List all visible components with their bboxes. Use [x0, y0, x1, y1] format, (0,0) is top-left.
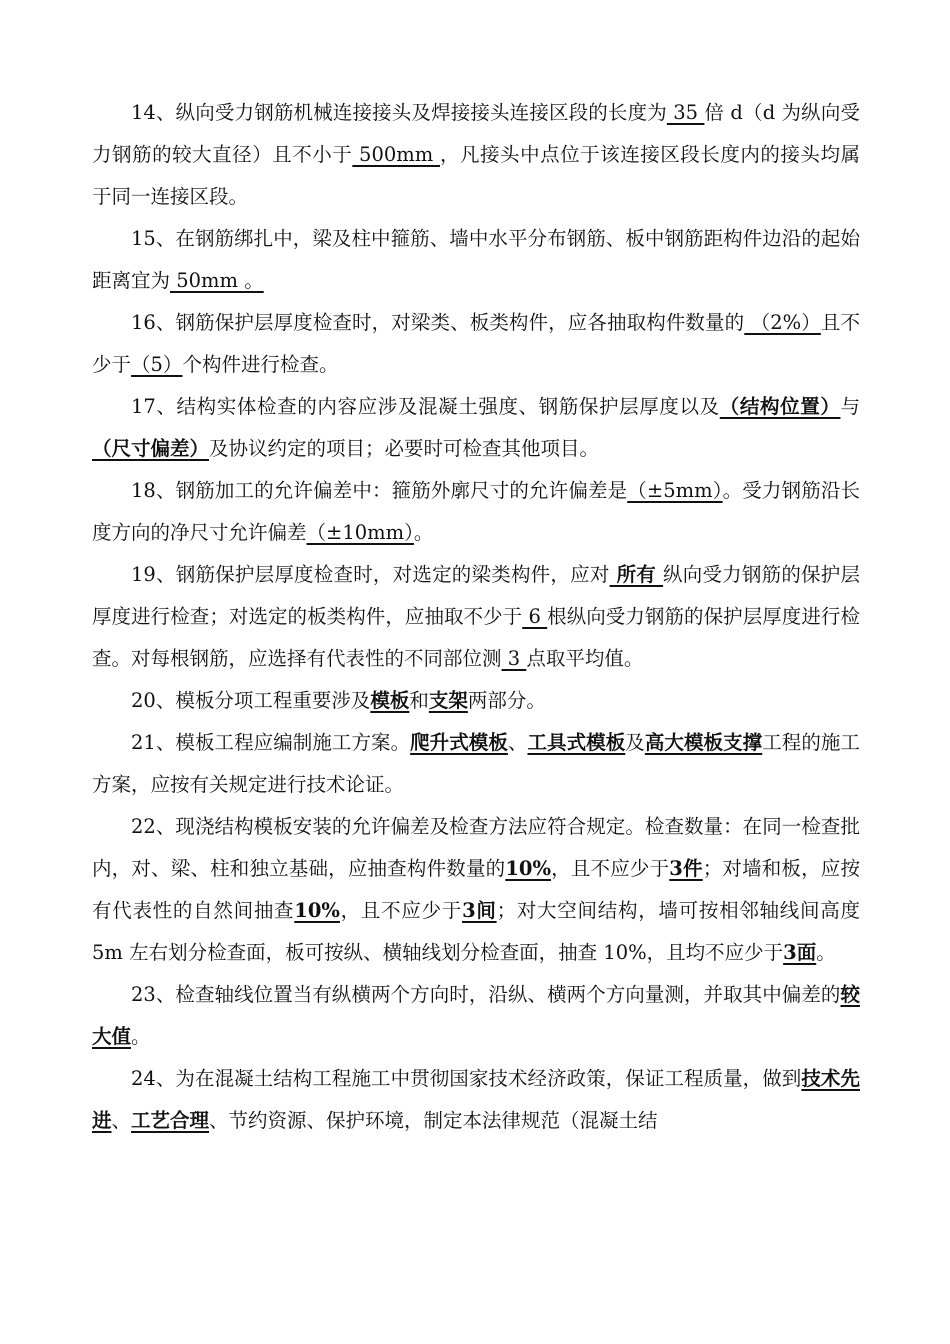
answer-blank: 技术先进	[92, 1067, 860, 1132]
question-text: 倍 d（d 为纵向受力钢筋的较大直径）且不小于	[92, 101, 860, 166]
question-text: 。	[413, 521, 434, 544]
paragraph-24	[92, 1058, 860, 1142]
question-text: 21、模板工程应编制施工方案。	[131, 731, 411, 754]
paragraph-21	[92, 722, 860, 806]
question-text: 、	[111, 1109, 132, 1132]
answer-blank: 3间	[462, 899, 497, 922]
question-text: 。受力钢筋沿长度方向的净尺寸允许偏差	[92, 479, 860, 544]
answer-blank: 高大模板支撑	[644, 731, 763, 754]
question-text: 工程的施工方案，应按有关规定进行技术论证。	[92, 731, 860, 796]
paragraph-17	[92, 386, 860, 470]
paragraph-20	[92, 680, 860, 722]
paragraph-16	[92, 302, 860, 386]
answer-blank: 10%	[294, 899, 340, 922]
question-text: 18、钢筋加工的允许偏差中：箍筋外廓尺寸的允许偏差是	[131, 479, 628, 502]
question-text: 且不少于	[92, 311, 860, 376]
question-text: 24、为在混凝土结构工程施工中贯彻国家技术经济政策，保证工程质量，做到	[131, 1067, 802, 1090]
answer-blank: 工艺合理	[131, 1109, 210, 1132]
answer-blank: 较大值	[92, 983, 860, 1048]
answer-blank: 工具式模板	[527, 731, 626, 754]
question-text: 19、钢筋保护层厚度检查时，对选定的梁类构件，应对	[131, 563, 610, 586]
question-text: 和	[409, 689, 429, 712]
question-text: 点取平均值。	[526, 647, 644, 670]
question-text: 。	[816, 941, 836, 964]
answer-blank: 35	[666, 101, 705, 124]
answer-blank: 3件	[669, 857, 703, 880]
paragraph-19	[92, 554, 860, 680]
question-text: 与	[840, 395, 860, 418]
question-text: 及协议约定的项目；必要时可检查其他项目。	[209, 437, 600, 460]
answer-blank: 支架	[428, 689, 468, 712]
question-text: 、节约资源、保护环境，制定本法律规范（混凝土结	[209, 1109, 658, 1132]
question-text: 23、检查轴线位置当有纵横两个方向时，沿纵、横两个方向量测，并取其中偏差的	[131, 983, 841, 1006]
question-text: 14、纵向受力钢筋机械连接接头及焊接接头连接区段的长度为	[131, 101, 667, 124]
question-text: ，凡接头中点位于该连接区段长度内的接头均属于同一连接区段。	[92, 143, 860, 208]
question-text: 15、在钢筋绑扎中，梁及柱中箍筋、墙中水平分布钢筋、板中钢筋距构件边沿的起始距离宜为	[92, 227, 860, 292]
answer-blank: 50mm 。	[170, 269, 264, 292]
answer-blank: 3面	[783, 941, 817, 964]
question-text: 22、现浇结构模板安装的允许偏差及检查方法应符合规定。检查数量：在同一检查批内，对、梁、柱和独立基础，应抽查构件数量的	[92, 815, 860, 880]
question-text: 20、模板分项工程重要涉及	[131, 689, 371, 712]
question-text: 、	[507, 731, 528, 754]
answer-blank: 爬升式模板	[410, 731, 508, 754]
question-text: 及	[625, 731, 645, 754]
answer-blank: 3	[501, 647, 527, 670]
question-text: 纵向受力钢筋的保护层厚度进行检查；对选定的板类构件，应抽取不少于	[92, 563, 860, 628]
answer-blank: 所有	[609, 563, 664, 586]
question-text: 17、结构实体检查的内容应涉及混凝土强度、钢筋保护层厚度以及	[131, 395, 720, 418]
answer-blank: （结构位置）	[719, 395, 841, 418]
question-text: 。	[131, 1025, 151, 1048]
answer-blank: （±5mm）	[627, 479, 723, 502]
question-text: 16、钢筋保护层厚度检查时，对梁类、板类构件，应各抽取构件数量的	[131, 311, 745, 334]
answer-blank: 模板	[370, 689, 410, 712]
question-text: ；对墙和板，应按有代表性的自然间抽查	[92, 857, 860, 922]
answer-blank: （2%）	[744, 311, 821, 334]
document-body	[92, 92, 860, 1142]
answer-blank: 6	[522, 605, 548, 628]
question-text: 根纵向受力钢筋的保护层厚度进行检查。对每根钢筋，应选择有代表性的不同部位测	[92, 605, 860, 670]
answer-blank: （±10mm）	[306, 521, 414, 544]
paragraph-22	[92, 806, 860, 974]
question-text: ，且不应少于	[550, 857, 670, 880]
paragraph-15	[92, 218, 860, 302]
answer-blank: 500mm	[352, 143, 440, 166]
answer-blank: 10%	[505, 857, 551, 880]
question-text: ，且不应少于	[339, 899, 463, 922]
paragraph-23	[92, 974, 860, 1058]
question-text: 两部分。	[467, 689, 546, 712]
question-text: ；对大空间结构，墙可按相邻轴线间高度 5m 左右划分检查面，板可按纵、横轴线划分检查面，抽查 10%，且均不应少于	[92, 899, 860, 964]
question-text: 个构件进行检查。	[182, 353, 339, 376]
answer-blank: （尺寸偏差）	[92, 437, 210, 460]
answer-blank: （5）	[131, 353, 183, 376]
paragraph-14	[92, 92, 860, 218]
paragraph-18	[92, 470, 860, 554]
